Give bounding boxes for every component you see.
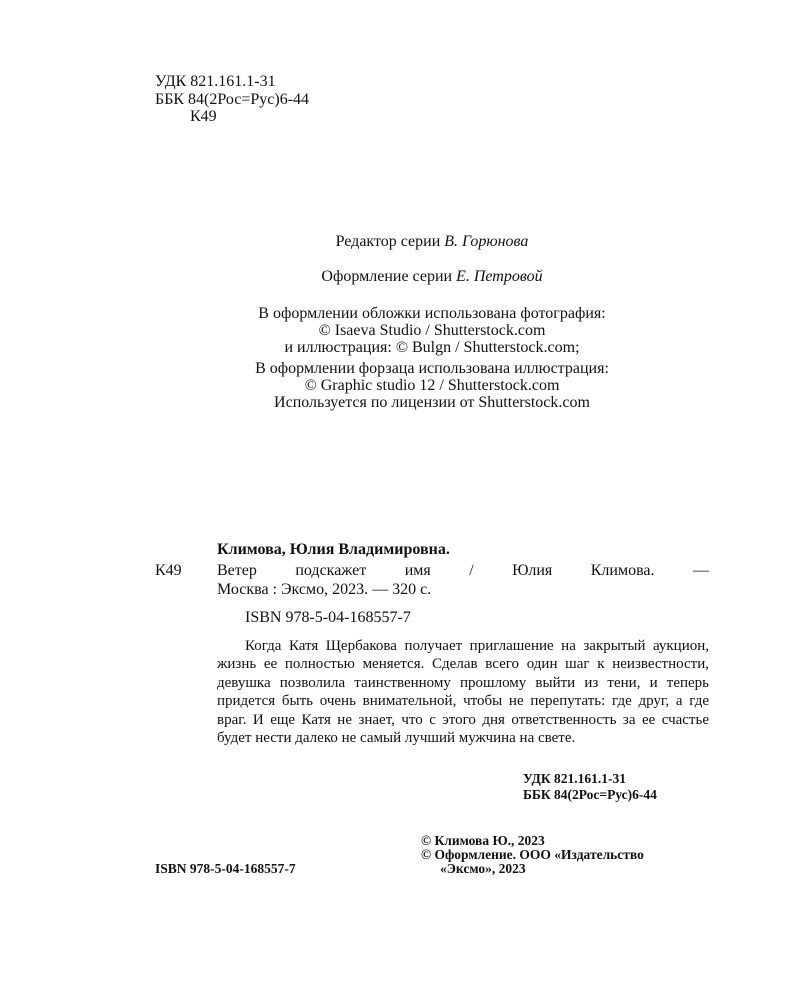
udk-code: УДК 821.161.1-31: [155, 73, 276, 90]
copyright-author: © Климова Ю., 2023: [421, 833, 545, 848]
bbk-code: ББК 84(2Рос=Рус)6-44: [155, 91, 310, 108]
cover-credit-line: В оформлении обложки использована фотография:: [258, 305, 606, 322]
cover-credit-line: © Isaeva Studio / Shutterstock.com: [318, 322, 546, 339]
copyright-design-line: © Оформление. ООО «Издательство: [421, 847, 644, 862]
catalog-mark: К49: [155, 562, 182, 579]
catalog-imprint-line: Москва : Эксмо, 2023. — 320 с.: [217, 581, 432, 598]
series-design-label: Оформление серии: [321, 268, 457, 285]
catalog-udk: УДК 821.161.1-31: [523, 771, 626, 786]
copyright-design-line: «Эксмо», 2023: [440, 861, 526, 876]
endpaper-credit-line: © Graphic studio 12 / Shutterstock.com: [304, 377, 560, 394]
author-mark: К49: [190, 108, 217, 125]
catalog-isbn: ISBN 978-5-04-168557-7: [245, 609, 411, 626]
endpaper-credit-line: В оформлении форзаца использована иллюстрация:: [255, 360, 609, 377]
series-design-line: [0, 268, 800, 286]
series-editor-label: Редактор серии: [335, 233, 445, 250]
series-editor-line: [0, 233, 800, 251]
catalog-title-line: Ветер подскажет имя / Юлия Климова. —: [217, 562, 709, 579]
series-editor-name: В. Горюнова: [444, 233, 529, 250]
catalog-bbk: ББК 84(2Рос=Рус)6-44: [523, 787, 657, 802]
series-design-name: Е. Петровой: [456, 268, 543, 285]
book-annotation: Когда Катя Щербакова получает приглашение на закрытый аукцион, жизнь ее полностью меняется. Сделав всего один шаг к неизвестности, девушка позволила таинственному прошлому выйти из тени, и теперь придется быть очень внимательной, чтобы не перепутать: где друг, а где враг. И еще Катя не знает, что с этого дня ответственность за ее счастье будет нести далеко не самый лучший мужчина на свете.: [217, 638, 709, 747]
catalog-author: Климова, Юлия Владимировна.: [217, 541, 450, 558]
license-line: Используется по лицензии от Shutterstock.com: [274, 394, 590, 411]
footer-isbn: ISBN 978-5-04-168557-7: [155, 861, 296, 876]
cover-credit-line: и иллюстрация: © Bulgn / Shutterstock.com;: [284, 339, 580, 356]
